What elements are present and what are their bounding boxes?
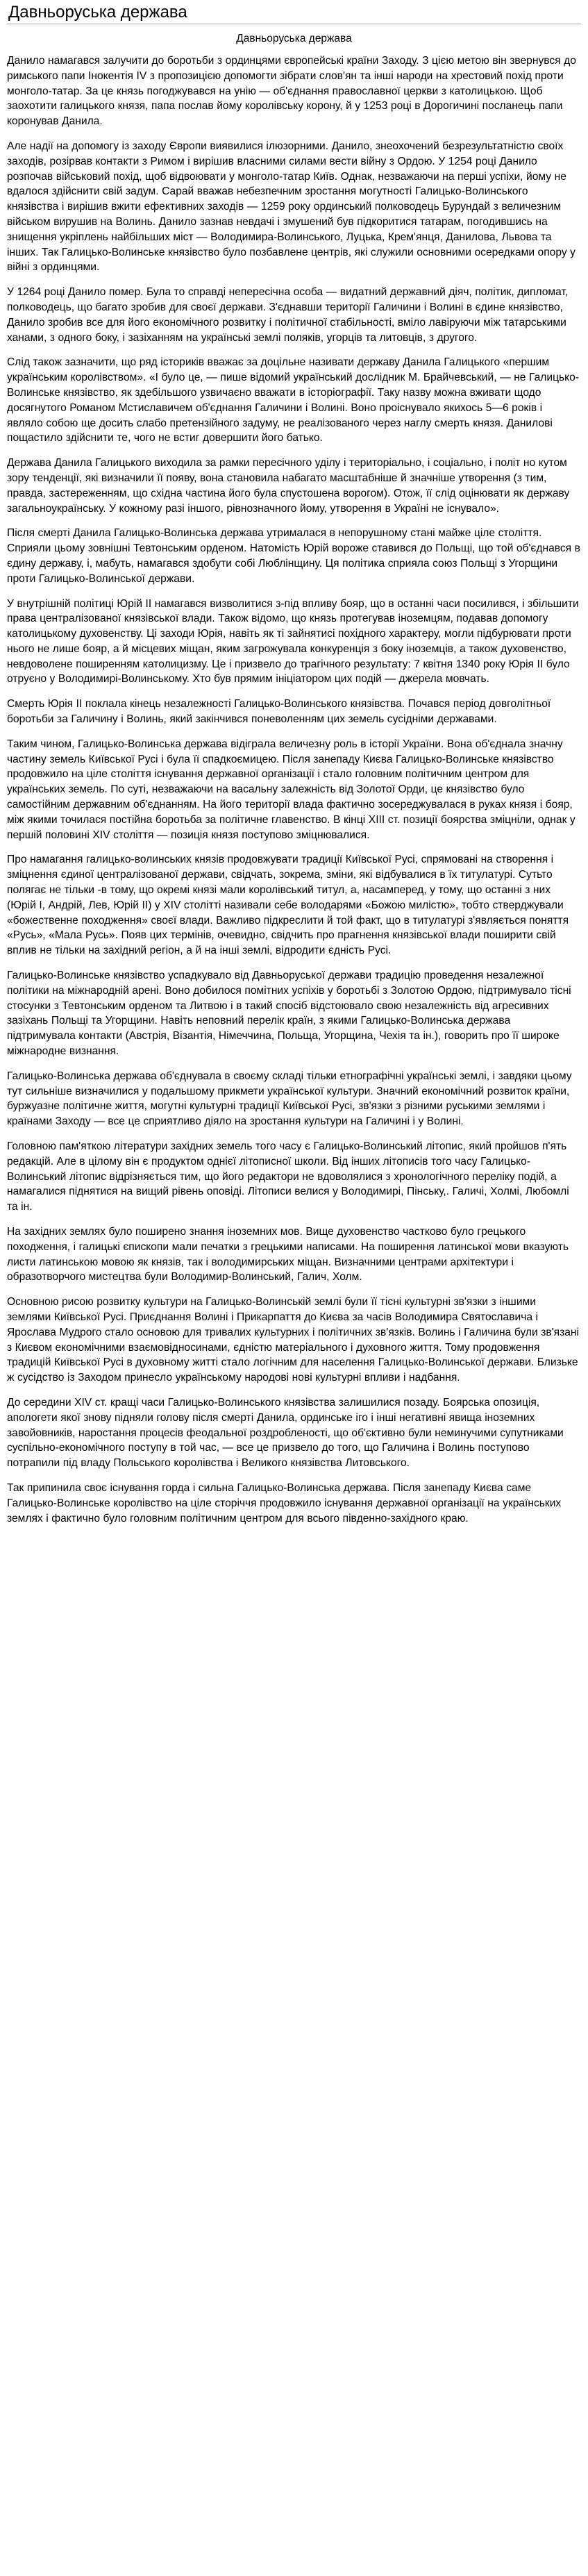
paragraph: На західних землях було поширено знання іноземних мов. Вище духовенство частково було грецького походження, і галицькі єпископи мали печатки з грецькими написами. На поширення латинської мови вказують листи латинською мовою як князів, так і володимирських міщан. Визначними центрами архітектури і образотворчого мистецтва були Володимир-Волинський, Галич, Холм. bbox=[7, 1225, 569, 1283]
paragraph: У внутрішній політиці Юрій ІІ намагався визволитися з-під впливу бояр, що в останні часи посилився, і збільшити права централізованої князівської влади. Також відомо, що князь протегував іноземцям, подавав допомогу католицькому духовенству. Ці заходи Юрія, навіть як ті зайнятисі похідного характеру, могли підбурювати проти нього не лише бояр, а й місцевих міщан, яким загрожувала конкуренція з боку іноземців, а також духовенство, невдоволене поширенням католицизму. Це і призвело до трагічного результату: 7 квітня 1340 року Юрія ІІ було отруєно у Володимирі-Волинському. Хто був прямим ініціатором цих подій — джерела мовчать. bbox=[7, 597, 579, 685]
paragraph: Слід також зазначити, що ряд істориків вважає за доцільне називати державу Данила Галицького «першим українським королівством». «І було це, — пише відомий український дослідник М. Брайчевський, — не Галицько-Волинське князівство, як здебільшого узвичаєно вважати в історіографії. Таку назву можна вживати щодо досягнутого Романом Мстиславичем об'єднання Галичини і Волині. Воно проіснувало якихось 5—6 років і являло собою ще досить слабо претензійного задуму, не реалізованого через наглу смерть князя. Данилові пощастило здійснити те, чого не встиг довершити його батько. bbox=[7, 356, 579, 444]
paragraph: Так припинила своє існування горда і сильна Галицько-Волинська держава. Після занепаду Києва саме Галицько-Волинське королівство на ціле сторіччя продовжило існування державної організації на українських землях і фактично було головним політичним центром для всього південно-західного краю. bbox=[7, 1481, 562, 1524]
page-title: Давньоруська держава bbox=[7, 1, 581, 24]
paragraph: Держава Данила Галицького виходила за рамки пересічного уділу і територіально, і соціально, і політ но кутом зору тенденції, які визначили її появу, вона становила набагато масштабніше й значніше утворення (з тим, правда, застереженням, що східна частина його була спустошена ворогом). Отож, її слід оцінювати як державу загальноукраїнську. У кожному разі іншого, рівнозначного йому, утворення в Україні не існувало». bbox=[7, 457, 570, 515]
article-caption: Давньоруська держава bbox=[236, 33, 352, 44]
paragraph: Смерть Юрія ІІ поклала кінець незалежності Галицько-Волинського князівства. Почався період довголітньої боротьби за Галичину і Волинь, який закінчився поневоленням цих земель сусідніми державами. bbox=[7, 698, 551, 726]
paragraph: Галицько-Волинське князівство успадкувало від Давньоруської держави традицію проведення незалежної політики на міжнародній арені. Воно добилося помітних успіхів у боротьбі з Золотою Ордою, підтримувало тісні стосунки з Тевтонським орденом та Литвою і в такий спосіб відстоювало свою незалежність від агресивних зазіхань Польщі та Угорщини. Навіть неповний перелік країн, з якими Галицько-Волинська держава підтримувала контакти (Австрія, Візантія, Німеччина, Польща, Угорщина, Чехія та ін.), говорить про її широке міжнародне визнання. bbox=[7, 970, 571, 1058]
paragraph: Галицько-Волинська держава об'єднувала в своєму складі тільки етнографічні українські землі, і завдяки цьому тут сильніше визначилися у подальшому прикмети української культури. Значний економічний розвиток країни, буржуазне політичне життя, могутні культурні традиції Київської Русі, зв'язки з різними руськими землями і країнами Заходу — все це сприятливо діяло на зростання культури на Галичині і у Волині. bbox=[7, 1070, 572, 1128]
paragraph: До середини XIV ст. кращі часи Галицько-Волинського князівства залишилися позаду. Боярська опозиція, апологети якої знову підняли голову після смерті Данила, ординське іго і інші негативні явища іноземних завойовників, наростання процесів феодальної роздробленості, що об'єктивно були неминучими супутниками суспільно-економічного поступу в той час, — все це призвело до того, що Галичина і Волинь поступово потрапили під владу Польського королівства і Великого князівства Литовського. bbox=[7, 1396, 564, 1470]
paragraph: Але надії на допомогу із заходу Європи виявилися ілюзорними. Данило, знеохочений безрезультатністю своїх заходів, розірвав контакти з Римом і вирішив власними силами вести війну з Ордою. У 1254 році Данило розпочав військовий похід, щоб відвоювати у монголо-татар Київ. Однак, незважаючи на перші успіхи, йому не вдалося здійснити свій задум. Сарай вважав небезпечним зростання могутності Галицько-Волинського князівства і вирішив вжити ефективних заходів — 1259 року ординський полководець Бурундай з величезним військом вирушив на Волинь. Данило зазнав невдачі і змушений був підкоритися татарам, погодившись на знищення укріплень найбільших міст — Володимира-Волинського, Луцька, Крем'янця, Данилова, Львова та інших. Так Галицько-Волинське князівство було позбавлене центрів, які служили основними осередками опору у війні з ординцями. bbox=[7, 140, 576, 274]
paragraph: Таким чином, Галицько-Волинська держава відіграла величезну роль в історії України. Вона об'єднала значну частину земель Київської Русі і була її спадкоємицею. Після занепаду Києва Галицько-Волинське князівство продовжило на ціле століття існування державної організації і стало головним політичним центром для українських земель. По суті, незважаючи на васальну залежність від Золотої Орди, це князівство було самостійним державним об'єднанням. На його території влада фактично зосереджувалася в руках князя і бояр, між якими точилася постійна боротьба за політичне главенство. В кінці ХІІІ ст. позиції боярства зміцніли, однак у першій половині XIV століття — позиція князя поступово зміцнювалися. bbox=[7, 738, 576, 841]
paragraph: Головною пам'яткою літератури західних земель того часу є Галицько-Волинський літопис, який пройшов п'ять редакцій. Але в цілому він є продуктом однієї літописної школи. Від інших літописів того часу Галицько-Волинський літопис відрізняється тим, що його редактори не вдоволялися з хронологічного переліку подій, а намагалися піднятися на вищий рівень оповіді. Літописи велися у Володимирі, Пінську,. Галичі, Холмі, Любомлі та ін. bbox=[7, 1140, 569, 1213]
paragraph: Після смерті Данила Галицько-Волинська держава утрималася в непорушному стані майже ціле століття. Сприяли цьому зовнішні Тевтонським орденом. Натомість Юрій вороже ставився до Польщі, що той об'єднався в єдину державу, і, мабуть, намагався здобути собі Люблінщину. Ця політика сприяла союз Польщі з Угорщини проти Галицько-Волинської держави. bbox=[7, 527, 580, 585]
paragraph: У 1264 році Данило помер. Була то справді непересічна особа — видатний державний діяч, політик, дипломат, полководець, що багато зробив для своєї держави. З'єднавши території Галичини і Волині в єдине князівство, Данило зробив все для його економічного розвитку і політичної стабільності, вміло лавіруючи між татарськими ханами, з одного боку, і зазіханням на українські землі поляків, угорців та литовців, з другого. bbox=[7, 286, 569, 344]
paragraph: Основною рисою розвитку культури на Галицько-Волинській землі були її тісні культурні зв'язки з іншими землями Київської Русі. Приєднання Волині і Прикарпаття до Києва за часів Володимира Святославича і Ярослава Мудрого стало основою для тривалих культурних і політичних зв'язків. Волинь і Галичина були зв'язані з Києвом економічними взаємовідносинами, єдністю матеріального і духовного життя. Тому продовження традицій Київської Русі в духовному житті стало логічним для населення Галицько-Волинської держави. Близьке ж сусідство із Заходом принесло українському народові нові культурні впливи і надбання. bbox=[7, 1296, 579, 1384]
paragraph: Про намагання галицько-волинських князів продовжувати традиції Київської Русі, спрямовані на створення і зміцнення єдиної централізованої держави, свідчать, зокрема, зміни, які відбувалися в їх титулатурі. Сутьто полягає не тільки -в тому, що окремі князі мали королівський титул, а, насамперед, у тому, що останні з них (Юрій І, Андрій, Лев, Юрій ІІ) у XIV столітті називали себе володарями «Божою милістю», тобто стверджували «божественне походження» своєї влади. Важливо підкреслити й той факт, що в титулатурі з'являється поняття «Русь», «Мала Русь». Появ цих термінів, очевидно, свідчить про прагнення князівської влади поширити свій вплив не тільки на західний регіон, а й на інші землі, відродити єдність Русі. bbox=[7, 854, 569, 957]
paragraph: Данило намагався залучити до боротьби з ординцями європейські країни Заходу. З цією метою він звернувся до римського папи Інокентія IV з пропозицією допомогти зібрати слов'ян та інші народи на хрестовий похід проти монголо-татар. За це князь погоджувався на унію — об'єднання православної церкви з католицькою. Щоб заохотити галицького князя, папа послав йому королівську корону, й у 1253 році в Дорогичині посланець папи коронував Данила. bbox=[7, 55, 576, 128]
